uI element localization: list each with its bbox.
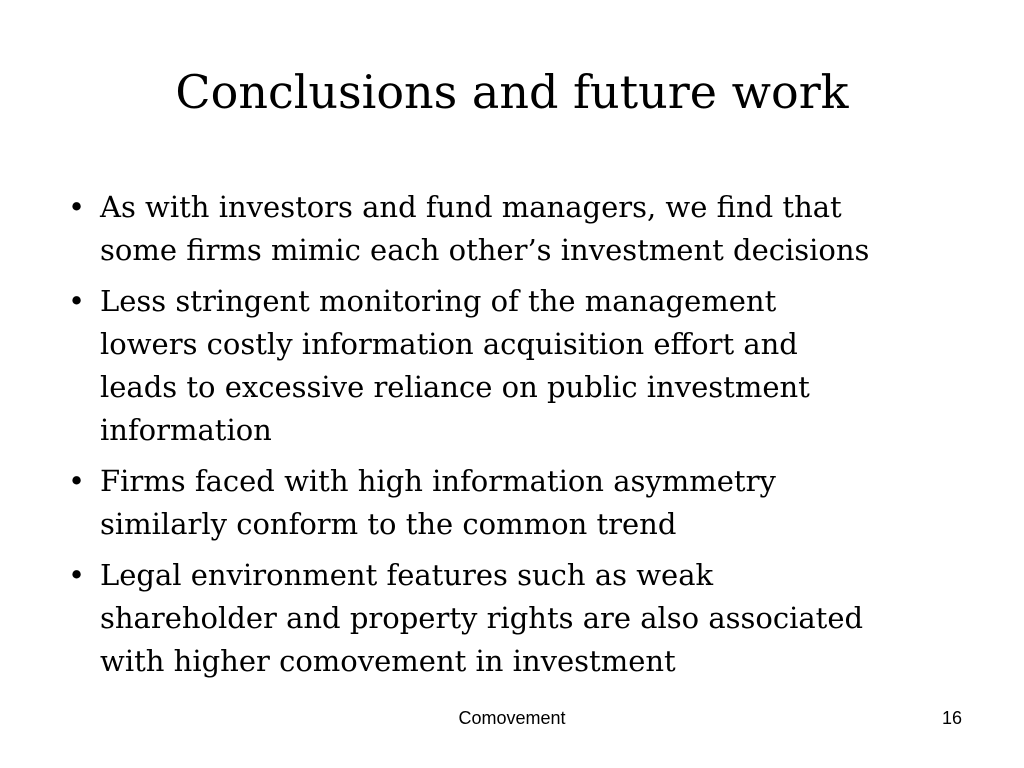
bullet-text-line: Legal environment features such as weak: [100, 558, 714, 592]
bullet-text-line: lowers costly information acquisition effort and: [100, 327, 798, 361]
bullet-marker: •: [68, 284, 86, 318]
bullet-text-line: similarly conform to the common trend: [100, 507, 677, 541]
slide-title: Conclusions and future work: [175, 65, 849, 119]
page-number: 16: [941, 708, 962, 728]
bullet-text-line: Less stringent monitoring of the management: [100, 284, 777, 318]
bullet-marker: •: [68, 558, 86, 592]
bullet-text-line: shareholder and property rights are also associated: [100, 601, 864, 635]
bullet-text-line: with higher comovement in investment: [100, 644, 676, 678]
bullet-text-line: leads to excessive reliance on public investment: [100, 370, 810, 404]
bullet-text-line: information: [100, 413, 272, 447]
bullet-item: [62, 280, 972, 452]
bullet-text-line: Firms faced with high information asymmetry: [100, 464, 776, 498]
footer-label: Comovement: [458, 708, 566, 728]
bullet-item: [62, 460, 972, 546]
bullet-item: [62, 554, 972, 683]
bullet-marker: •: [68, 464, 86, 498]
bullet-text-line: As with investors and fund managers, we find that: [100, 190, 842, 224]
bullet-list: [62, 186, 972, 691]
bullet-marker: •: [68, 190, 86, 224]
bullet-text-line: some firms mimic each other’s investment decisions: [100, 233, 870, 267]
bullet-item: [62, 186, 972, 272]
